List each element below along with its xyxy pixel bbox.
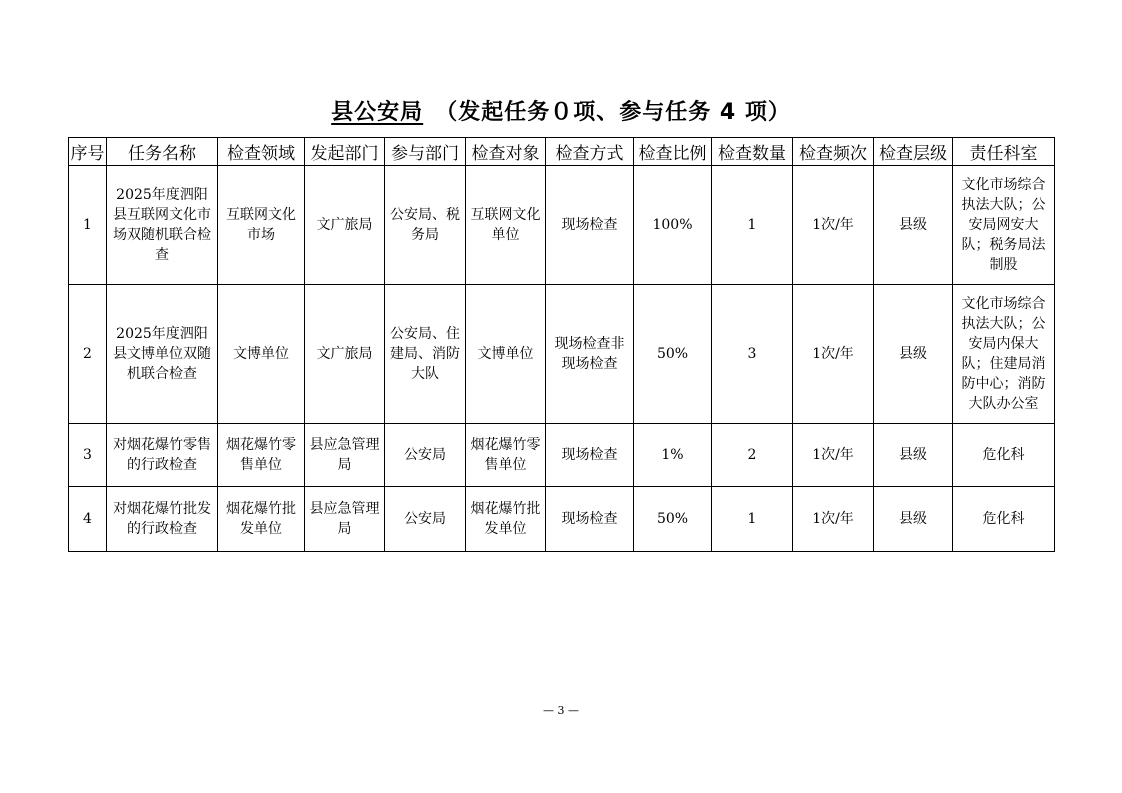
table-cell: 县应急管理局 [305, 487, 385, 552]
table-cell: 现场检查 [546, 424, 634, 487]
table-cell: 文博单位 [466, 285, 546, 424]
page-title [0, 95, 1122, 126]
header-cell: 责任科室 [953, 138, 1055, 166]
table-cell: 公安局、税务局 [385, 166, 466, 285]
table-cell: 1 [712, 166, 793, 285]
table-cell: 2 [712, 424, 793, 487]
table-cell: 烟花爆竹零售单位 [466, 424, 546, 487]
table-cell: 1 [69, 166, 107, 285]
table-cell: 1次/年 [793, 424, 874, 487]
header-cell: 检查比例 [634, 138, 712, 166]
table-cell: 县应急管理局 [305, 424, 385, 487]
table-cell: 2 [69, 285, 107, 424]
table-cell: 1% [634, 424, 712, 487]
table-header-row [69, 138, 1055, 166]
table-cell: 县级 [874, 166, 953, 285]
table-cell: 3 [712, 285, 793, 424]
table-cell: 文化市场综合执法大队；公安局内保大队；住建局消防中心；消防大队办公室 [953, 285, 1055, 424]
table-cell: 公安局 [385, 424, 466, 487]
page-number: — 3 — [543, 704, 579, 717]
table-cell: 4 [69, 487, 107, 552]
table-cell: 50% [634, 487, 712, 552]
header-cell: 检查领域 [218, 138, 305, 166]
table-row [69, 166, 1055, 285]
header-cell: 检查数量 [712, 138, 793, 166]
table-cell: 现场检查非现场检查 [546, 285, 634, 424]
table-cell: 公安局、住建局、消防大队 [385, 285, 466, 424]
table-cell: 1次/年 [793, 166, 874, 285]
table-cell: 县级 [874, 285, 953, 424]
header-cell: 检查层级 [874, 138, 953, 166]
table-cell: 危化科 [953, 424, 1055, 487]
table-cell: 公安局 [385, 487, 466, 552]
table-row [69, 424, 1055, 487]
table-cell: 1次/年 [793, 285, 874, 424]
table-cell: 互联网文化市场 [218, 166, 305, 285]
table-cell: 危化科 [953, 487, 1055, 552]
table-cell: 烟花爆竹批发单位 [466, 487, 546, 552]
table-cell: 县级 [874, 487, 953, 552]
table-cell: 对烟花爆竹批发的行政检查 [107, 487, 218, 552]
table-cell: 现场检查 [546, 487, 634, 552]
table-cell: 互联网文化单位 [466, 166, 546, 285]
table-cell: 1次/年 [793, 487, 874, 552]
header-cell: 序号 [69, 138, 107, 166]
table-cell: 对烟花爆竹零售的行政检查 [107, 424, 218, 487]
table-cell: 县级 [874, 424, 953, 487]
table-cell: 现场检查 [546, 166, 634, 285]
table-cell: 50% [634, 285, 712, 424]
header-cell: 任务名称 [107, 138, 218, 166]
table-cell: 烟花爆竹批发单位 [218, 487, 305, 552]
table-cell: 2025年度泗阳县互联网文化市场双随机联合检查 [107, 166, 218, 285]
table-cell: 文化市场综合执法大队；公安局网安大队；税务局法制股 [953, 166, 1055, 285]
table-row [69, 285, 1055, 424]
header-cell: 发起部门 [305, 138, 385, 166]
inspection-task-table [68, 137, 1055, 552]
table-cell: 100% [634, 166, 712, 285]
agency-name: 县公安局 [331, 100, 424, 125]
header-cell: 检查频次 [793, 138, 874, 166]
header-cell: 检查方式 [546, 138, 634, 166]
task-summary: （发起任务０项、参与任务 4 项） [435, 100, 791, 125]
table-cell: 烟花爆竹零售单位 [218, 424, 305, 487]
header-cell: 参与部门 [385, 138, 466, 166]
table-cell: 文广旅局 [305, 285, 385, 424]
table-cell: 文广旅局 [305, 166, 385, 285]
header-cell: 检查对象 [466, 138, 546, 166]
table-cell: 文博单位 [218, 285, 305, 424]
table-row [69, 487, 1055, 552]
table-cell: 2025年度泗阳县文博单位双随机联合检查 [107, 285, 218, 424]
table-cell: 3 [69, 424, 107, 487]
table-cell: 1 [712, 487, 793, 552]
